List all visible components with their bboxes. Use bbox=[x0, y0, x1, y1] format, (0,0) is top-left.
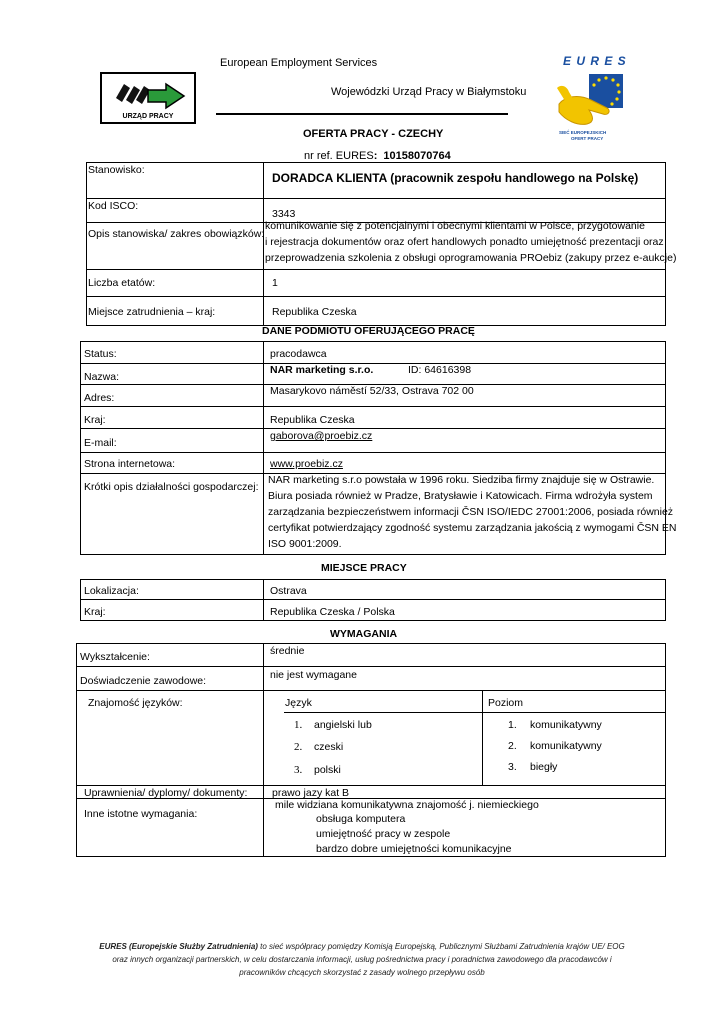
email-link[interactable]: gaborova@proebiz.cz bbox=[270, 430, 373, 442]
opis-dzialalnosci-line: certyfikat potwierdzający zgodność systemu zarządzania jakością z wymogami ČSN EN bbox=[268, 522, 677, 534]
jezyki-label: Znajomość języków: bbox=[88, 697, 183, 709]
eures-ref-label: nr ref. EURES bbox=[304, 150, 374, 162]
eures-ref-number: 10158070764 bbox=[383, 150, 451, 162]
offer-table-line bbox=[86, 269, 666, 270]
nazwa-value: NAR marketing s.r.o. bbox=[270, 364, 374, 376]
inne-line: umiejętność pracy w zespole bbox=[316, 828, 451, 840]
office-name: Wojewódzki Urząd Pracy w Białymstoku bbox=[331, 86, 527, 98]
doswiadczenie-label: Doświadczenie zawodowe: bbox=[80, 675, 207, 687]
eures-logo bbox=[555, 52, 635, 147]
status-value: pracodawca bbox=[270, 348, 327, 360]
language-level: komunikatywny bbox=[530, 740, 602, 752]
employer-id: ID: 64616398 bbox=[408, 364, 472, 376]
etaty-label: Liczba etatów: bbox=[88, 277, 156, 289]
kraj-label: Kraj: bbox=[84, 414, 106, 426]
nazwa-label: Nazwa: bbox=[84, 371, 120, 383]
req-table-border bbox=[665, 643, 666, 857]
inne-line: bardzo dobre umiejętności komunikacyjne bbox=[316, 843, 512, 855]
language-num: 2. bbox=[294, 741, 303, 753]
wyksztalcenie-value: średnie bbox=[270, 645, 305, 657]
isco-value: 3343 bbox=[272, 208, 296, 220]
place-section-title: MIEJSCE PRACY bbox=[321, 562, 407, 574]
place-kraj-label: Kraj: bbox=[84, 606, 106, 618]
footer-bold: EURES (Europejskie Służby Zatrudnienia) bbox=[99, 942, 258, 951]
www-label: Strona internetowa: bbox=[84, 458, 176, 470]
footer-line: oraz innych organizacji partnerskich, w celu dostarczania informacji, usług pośrednictwa pracy i poradnictwa zawodowego dla pracodawców i bbox=[112, 955, 612, 964]
adres-label: Adres: bbox=[84, 392, 115, 404]
req-table-line bbox=[76, 690, 666, 691]
language-level: biegły bbox=[530, 761, 558, 773]
opis-dzialalnosci-line: zarządzania bezpieczeństwem informacji ČSN ISO/IEDC 27001:2006, posiada również bbox=[268, 506, 674, 518]
eures-logo-sub2: OFERT PRACY bbox=[571, 136, 604, 141]
opis-stanowiska-line: przeprowadzenia szkolenia z obsługi oprogramowania PROebiz (zakupy przez e-aukcje) bbox=[265, 252, 677, 264]
language-num: 3. bbox=[294, 764, 303, 776]
jezyk-header: Język bbox=[285, 697, 312, 709]
footer-line: pracowników chcących skorzystać z zasady wolnego przepływu osób bbox=[239, 968, 485, 977]
language-num: 1. bbox=[294, 719, 303, 731]
footer-note bbox=[60, 940, 664, 979]
urzad-pracy-arrow-icon bbox=[102, 76, 194, 112]
opis-stanowiska-line: i rejestracja dokumentów oraz ofert handlowych ponadto umiejętność prezentacji oraz bbox=[265, 236, 664, 248]
employer-table-line bbox=[80, 452, 666, 453]
etaty-value: 1 bbox=[272, 277, 278, 289]
employer-table-line bbox=[80, 428, 666, 429]
opis-stanowiska-line: komunikowanie się z potencjalnymi i obecnymi klientami w Polsce, przygotowanie bbox=[265, 220, 645, 232]
place-table-line bbox=[80, 599, 666, 600]
language-level-num: 2. bbox=[508, 740, 517, 752]
eures-hand-stars-icon bbox=[555, 68, 635, 130]
kraj-value: Republika Czeska bbox=[270, 414, 355, 426]
offer-table-line bbox=[86, 296, 666, 297]
employer-table-border bbox=[263, 341, 264, 555]
req-table-bottom bbox=[76, 856, 666, 857]
req-table-line bbox=[76, 666, 666, 667]
lokalizacja-label: Lokalizacja: bbox=[84, 585, 139, 597]
employer-table-bottom bbox=[80, 554, 666, 555]
place-table-top bbox=[80, 579, 666, 580]
place-table-bottom bbox=[80, 620, 666, 621]
lokalizacja-value: Ostrava bbox=[270, 585, 307, 597]
miejsce-label: Miejsce zatrudnienia – kraj: bbox=[88, 306, 216, 318]
offer-table-border bbox=[263, 162, 264, 326]
opis-stanowiska-label: Opis stanowiska/ zakres obowiązków: bbox=[88, 228, 265, 240]
urzad-pracy-logo bbox=[100, 72, 196, 124]
status-label: Status: bbox=[84, 348, 117, 360]
opis-dzialalnosci-label: Krótki opis działalności gospodarczej: bbox=[84, 481, 259, 493]
offer-table-border bbox=[86, 162, 87, 326]
urzad-pracy-logo-text: URZĄD PRACY bbox=[122, 113, 174, 120]
offer-table-top bbox=[86, 162, 666, 163]
language-name: angielski lub bbox=[314, 719, 372, 731]
req-table-border bbox=[263, 643, 264, 857]
place-table-border bbox=[80, 579, 81, 621]
language-name: czeski bbox=[314, 741, 344, 753]
stanowisko-value: DORADCA KLIENTA (pracownik zespołu handlowego na Polskę) bbox=[272, 171, 639, 185]
stanowisko-label: Stanowisko: bbox=[88, 164, 145, 176]
employer-table-line bbox=[80, 406, 666, 407]
email-label: E-mail: bbox=[84, 437, 117, 449]
language-level-num: 3. bbox=[508, 761, 517, 773]
req-table-border bbox=[76, 643, 77, 857]
place-kraj-value: Republika Czeska / Polska bbox=[270, 606, 395, 618]
header-rule bbox=[216, 113, 508, 115]
miejsce-value: Republika Czeska bbox=[272, 306, 357, 318]
offer-title: OFERTA PRACY - CZECHY bbox=[303, 128, 444, 140]
eures-ref-colon: : bbox=[373, 150, 378, 162]
offer-table-border bbox=[665, 162, 666, 326]
employer-section-title: DANE PODMIOTU OFERUJĄCEGO PRACĘ bbox=[262, 325, 475, 337]
employer-table-border bbox=[80, 341, 81, 555]
poziom-header: Poziom bbox=[488, 697, 524, 709]
eures-ref bbox=[304, 150, 451, 162]
uprawnienia-label: Uprawnienia/ dyplomy/ dokumenty: bbox=[84, 787, 248, 799]
opis-dzialalnosci-line: ISO 9001:2009. bbox=[268, 538, 342, 550]
lang-table-border bbox=[482, 690, 483, 786]
uprawnienia-value: prawo jazy kat B bbox=[272, 787, 350, 799]
inne-label: Inne istotne wymagania: bbox=[84, 808, 198, 820]
footer-line bbox=[60, 940, 664, 953]
www-link[interactable]: www.proebiz.cz bbox=[270, 458, 343, 470]
doswiadczenie-value: nie jest wymagane bbox=[270, 669, 357, 681]
language-name: polski bbox=[314, 764, 341, 776]
inne-line: mile widziana komunikatywna znajomość j. niemieckiego bbox=[275, 799, 539, 811]
req-table-line bbox=[76, 785, 666, 786]
adres-value: Masarykovo náměstí 52/33, Ostrava 702 00 bbox=[270, 385, 474, 397]
isco-label: Kod ISCO: bbox=[88, 200, 139, 212]
offer-table-line bbox=[86, 198, 666, 199]
lang-table-line bbox=[284, 712, 666, 713]
opis-dzialalnosci-line: Biura posiada również w Pradze, Bratysławie i Katowicach. Firma wdrożyła system bbox=[268, 490, 653, 502]
eures-logo-sub1: SIEĆ EUROPEJSKICH bbox=[559, 130, 607, 135]
place-table-border bbox=[263, 579, 264, 621]
language-level-num: 1. bbox=[508, 719, 517, 731]
language-level: komunikatywny bbox=[530, 719, 602, 731]
requirements-section-title: WYMAGANIA bbox=[330, 628, 398, 640]
eures-logo-text: E U R E S bbox=[563, 54, 627, 68]
opis-dzialalnosci-line: NAR marketing s.r.o powstała w 1996 roku. Siedziba firmy znajduje się w Ostrawie. bbox=[268, 474, 655, 486]
inne-line: obsługa komputera bbox=[316, 813, 406, 825]
org-name: European Employment Services bbox=[220, 57, 378, 69]
footer-line1-rest: to sieć współpracy pomiędzy Komisją Europejską, Publicznymi Służbami Zatrudnienia krajów UE/ EOG bbox=[257, 942, 625, 951]
wyksztalcenie-label: Wykształcenie: bbox=[80, 651, 150, 663]
req-table-top bbox=[76, 643, 666, 644]
employer-table-top bbox=[80, 341, 666, 342]
place-table-border bbox=[665, 579, 666, 621]
